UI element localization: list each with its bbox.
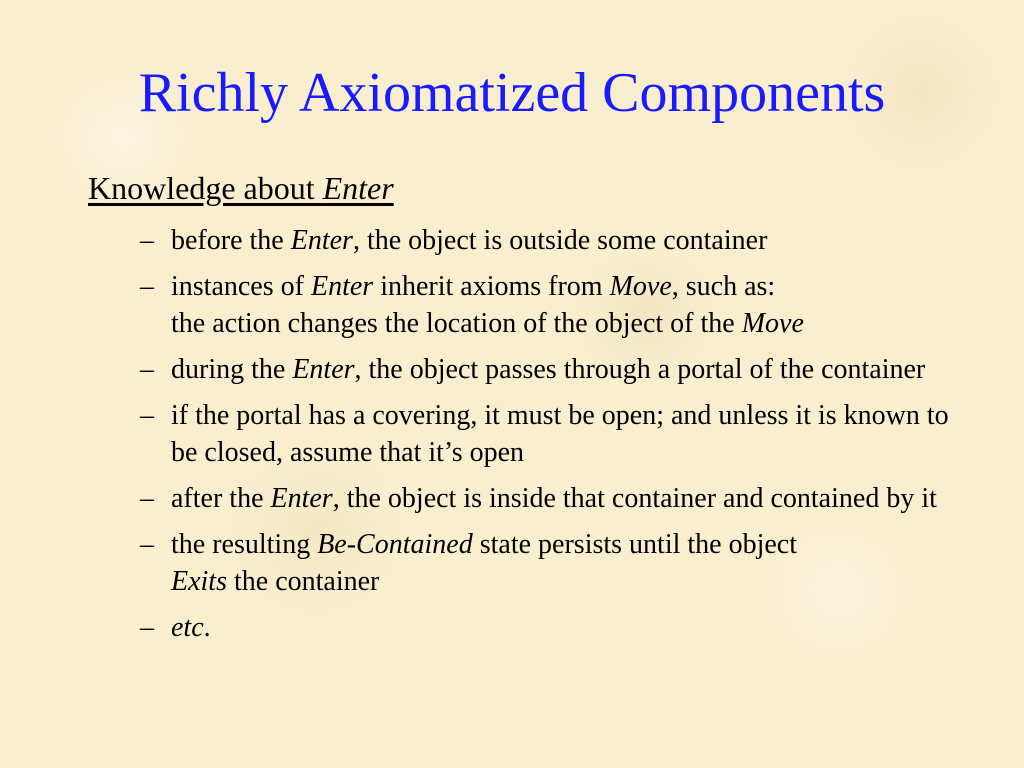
bullet-emphasis: Enter xyxy=(292,354,355,385)
bullet-text: state persists until the object xyxy=(472,529,798,560)
dash-marker: – xyxy=(140,225,154,256)
bullet-portal-covering xyxy=(140,397,980,471)
bullet-inherit-axioms xyxy=(140,268,980,342)
bullet-be-contained xyxy=(140,526,980,600)
bullet-list xyxy=(140,222,980,655)
bullet-emphasis: Enter xyxy=(290,225,353,256)
bullet-text: during the xyxy=(171,354,293,385)
bullet-text: . xyxy=(203,612,211,643)
section-heading xyxy=(88,166,394,210)
bullet-emphasis: Move xyxy=(609,271,672,302)
bullet-text: , the object is outside some container xyxy=(352,225,768,256)
dash-marker: – xyxy=(140,612,154,643)
dash-marker: – xyxy=(140,400,154,431)
bullet-etc xyxy=(140,609,980,646)
dash-marker: – xyxy=(140,483,154,514)
bullet-text: the container xyxy=(227,566,380,597)
bullet-during-enter xyxy=(140,351,980,388)
bullet-text: after the xyxy=(171,483,271,514)
bullet-before-enter xyxy=(140,222,980,259)
bullet-text: inherit axioms from xyxy=(373,271,610,302)
bullet-emphasis: Enter xyxy=(310,271,374,302)
slide-title: Richly Axiomatized Components xyxy=(138,62,886,124)
heading-text: Knowledge about xyxy=(88,170,323,206)
dash-marker: – xyxy=(140,354,154,385)
bullet-after-enter xyxy=(140,480,980,517)
bullet-text: the resulting xyxy=(171,529,318,560)
bullet-text: instances of xyxy=(171,271,311,302)
bullet-text: if the portal has a covering, it must be open; and unless it is known to be closed, assume that it’s open xyxy=(171,400,949,468)
bullet-text: before the xyxy=(171,225,291,256)
dash-marker: – xyxy=(140,529,154,560)
bullet-emphasis: etc xyxy=(171,612,204,643)
heading-emphasis: Enter xyxy=(322,170,394,206)
dash-marker: – xyxy=(140,271,154,302)
bullet-text: , the object passes through a portal of the container xyxy=(354,354,926,385)
bullet-emphasis: Exits xyxy=(171,566,227,597)
bullet-text: the action changes the location of the object of the xyxy=(171,308,742,339)
bullet-emphasis: Be-Contained xyxy=(317,529,473,560)
bullet-text: , the object is inside that container and contained by it xyxy=(332,483,937,514)
bullet-emphasis: Enter xyxy=(270,483,333,514)
bullet-emphasis: Move xyxy=(741,308,804,339)
bullet-text: , such as: xyxy=(671,271,776,302)
